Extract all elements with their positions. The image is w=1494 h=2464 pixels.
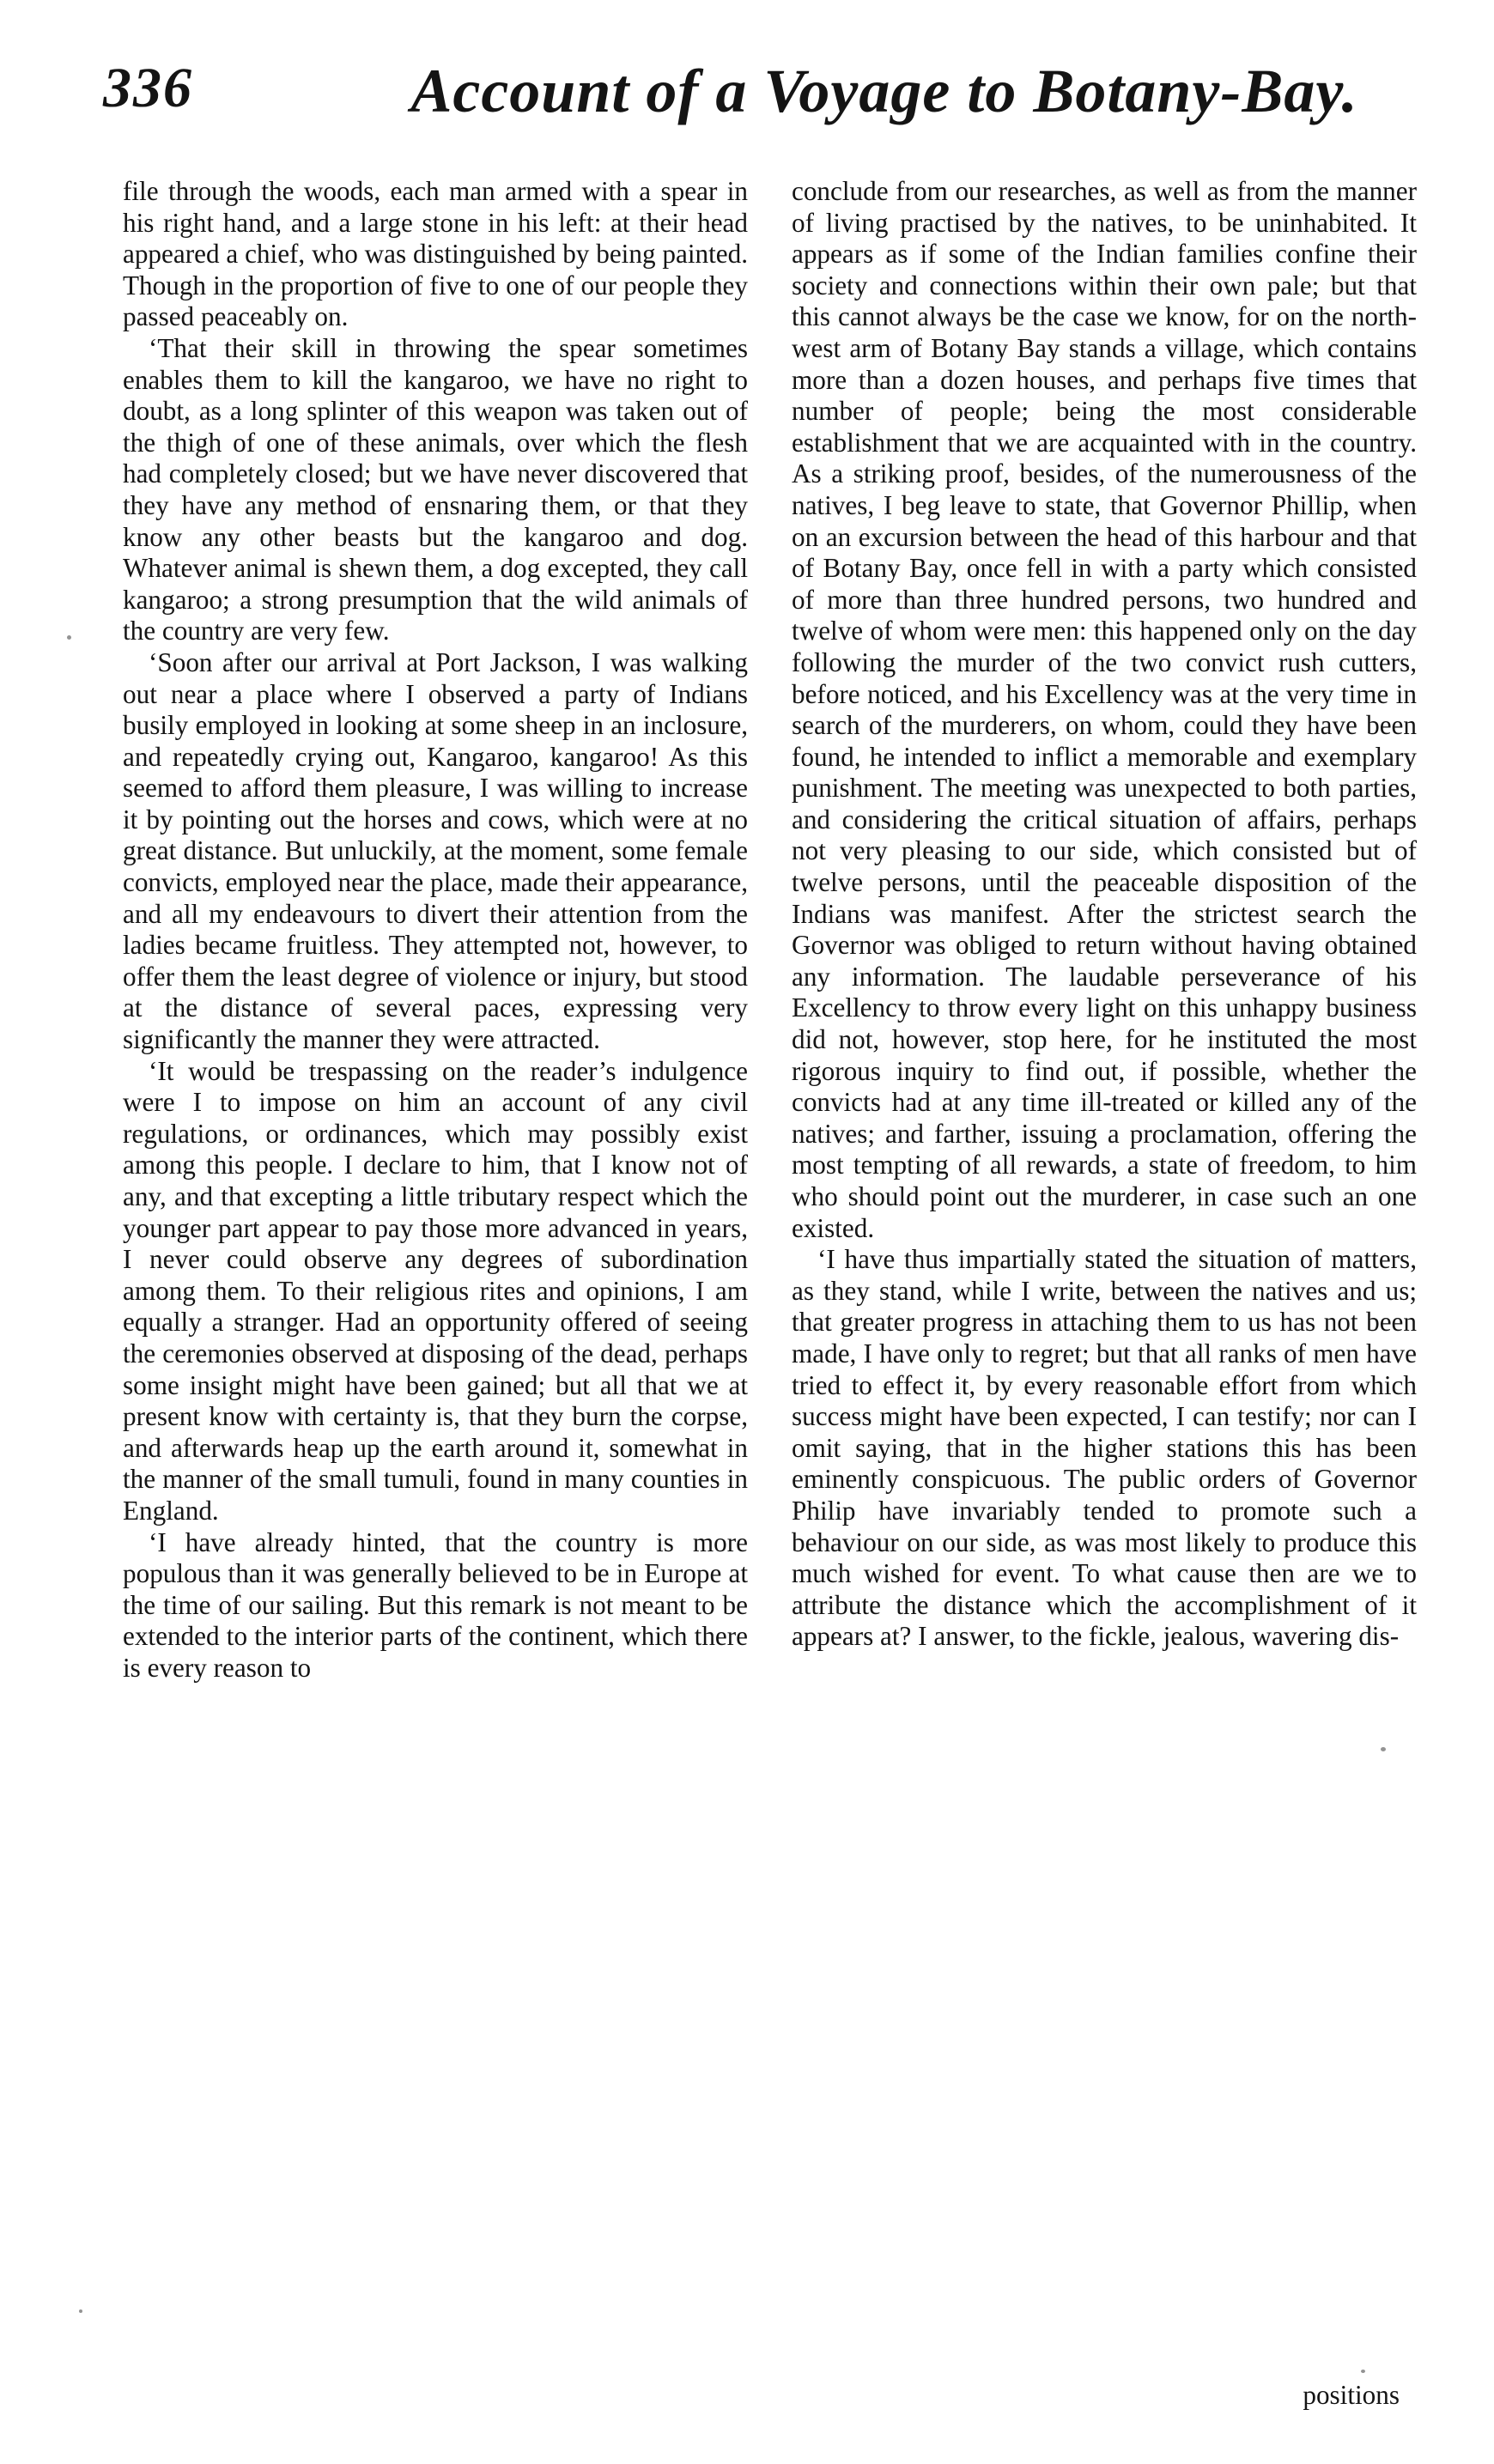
paragraph: conclude from our researches, as well as from the manner of living practised by the natives, to be uninhabited. It appears as if some of the Indian families confine their society and connections within their own pale; but that this cannot always be the case we know, for on the north-west arm of Botany Bay stands a village, which contains more than a dozen houses, and perhaps five times that number of people; being the most considerable establishment that we are acquainted with in the country. As a striking proof, besides, of the numerousness of the natives, I beg leave to state, that Governor Phillip, when on an excursion between the head of this harbour and that of Botany Bay, once fell in with a party which consisted of more than three hundred persons, two hundred and twelve of whom were men: this happened only on the day following the murder of the two convict rush cutters, before noticed, and his Excellency was at the very time in search of the murderers, on whom, could they have been found, he intended to inflict a memorable and exemplary punishment. The meeting was unexpected to both parties, and considering the critical situation of affairs, perhaps not very pleasing to our side, which consisted but of twelve persons, until the peaceable disposition of the Indians was manifest. After the strictest search the Governor was obliged to return without having obtained any information. The laudable perseverance of his Excellency to throw every light on this unhappy business did not, however, stop here, for he instituted the most rigorous inquiry to find out, if possible, whether the convicts had at any time ill-treated or killed any of the natives; and farther, issuing a proclamation, offering the most tempting of all rewards, a state of freedom, to him who should point out the murderer, in case such an one existed. — [792, 176, 1417, 1243]
paragraph: ‘I have thus impartially stated the situation of matters, as they stand, while I write, between the natives and us; that greater progress in attaching them to us has not been made, I have only to regret; but that all ranks of men have tried to effect it, by every reasonable effort from which success might have been expected, I can testify; nor can I omit saying, that in the higher stations this has been eminently conspicuous. The public orders of Governor Philip have invariably tended to promote such a behaviour on our side, as was most likely to produce this much wished for event. To what cause then are we to attribute the distance which the accomplishment of it appears at? I answer, to the fickle, jealous, wavering dis- — [792, 1244, 1417, 1652]
paragraph: ‘That their skill in throwing the spear sometimes enables them to kill the kangaroo, we have no right to doubt, as a long splinter of this weapon was taken out of the thigh of one of these animals, over which the flesh had completely closed; but we have never discovered that they have any method of ensnaring them, or that they know any other beasts but the kangaroo and dog. Whatever animal is shewn them, a dog excepted, they call kangaroo; a strong presumption that the wild animals of the country are very few. — [123, 332, 748, 646]
paragraph: ‘I have already hinted, that the country is more populous than it was generally believed to be in Europe at the time of our sailing. But this remark is not meant to be extended to the interior parts of the continent, which there is every reason to — [123, 1526, 748, 1683]
paragraph: file through the woods, each man armed with a spear in his right hand, and a large stone in his left: at their head appeared a chief, who was distinguished by being painted. Though in the proportion of five to one of our people they passed peaceably on. — [123, 176, 748, 332]
print-speckle — [1361, 2370, 1365, 2373]
print-speckle — [67, 635, 71, 640]
page-number: 336 — [103, 57, 193, 119]
print-speckle — [79, 2309, 82, 2313]
page-header — [103, 47, 1408, 150]
running-title: Account of a Voyage to Botany-Bay. — [410, 57, 1358, 125]
left-column — [123, 176, 748, 2425]
right-column — [792, 176, 1417, 2425]
paragraph: ‘It would be trespassing on the reader’s indulgence were I to impose on him an account of any civil regulations, or ordinances, which may possibly exist among this people. I declare to him, that I know not of any, and that excepting a little tributary respect which the younger part appear to pay those more advanced in years, I never could observe any degrees of subordination among them. To their religious rites and opinions, I am equally a stranger. Had an opportunity offered of seeing the ceremonies observed at disposing of the dead, perhaps some insight might have been gained; but all that we at present know with certainty is, that they burn the corpse, and afterwards heap up the earth around it, somewhat in the manner of the small tumuli, found in many counties in England. — [123, 1055, 748, 1526]
print-speckle — [1381, 1747, 1386, 1751]
paragraph: ‘Soon after our arrival at Port Jackson, I was walking out near a place where I observed a party of Indians busily employed in looking at some sheep in an inclosure, and repeatedly crying out, Kangaroo, kangaroo! As this seemed to afford them pleasure, I was willing to increase it by pointing out the horses and cows, which were at no great distance. But unluckily, at the moment, some female convicts, employed near the place, made their appearance, and all my endeavours to divert their attention from the ladies became fruitless. They attempted not, however, to offer them the least degree of violence or injury, but stood at the distance of several paces, expressing very significantly the manner they were attracted. — [123, 646, 748, 1055]
catchword: positions — [1303, 2380, 1400, 2410]
